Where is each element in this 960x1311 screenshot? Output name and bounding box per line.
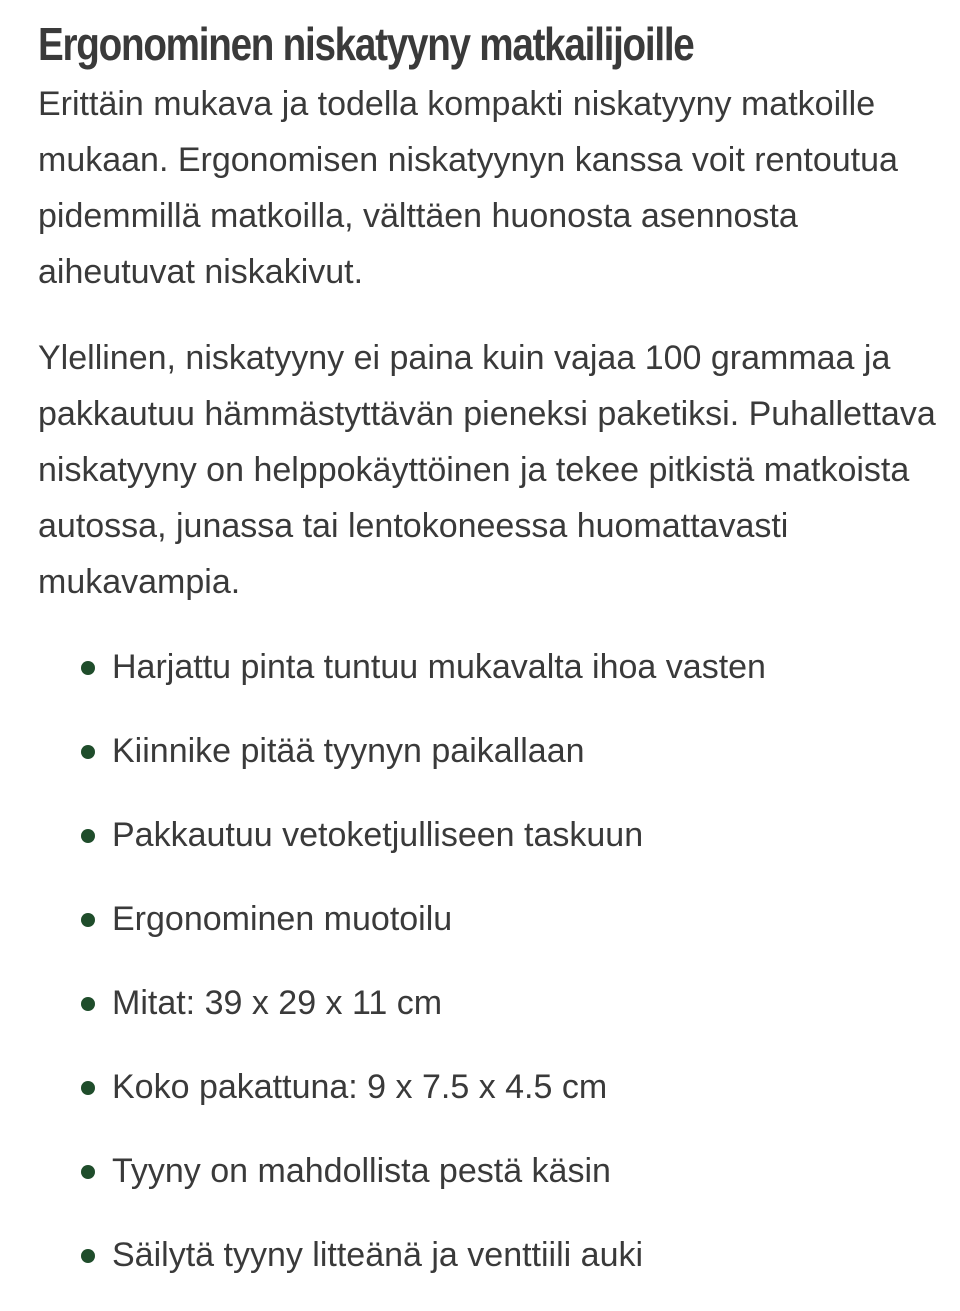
feature-text: Mitat: 39 x 29 x 11 cm	[112, 984, 443, 1022]
list-item	[38, 723, 938, 807]
bullet-icon	[81, 997, 95, 1011]
bullet-icon	[81, 1081, 95, 1095]
list-item	[38, 1143, 938, 1227]
list-item	[38, 639, 938, 723]
list-item	[38, 975, 938, 1059]
feature-text: Koko pakattuna: 9 x 7.5 x 4.5 cm	[112, 1068, 608, 1106]
bullet-icon	[81, 913, 95, 927]
list-item	[38, 1227, 938, 1311]
bullet-icon	[81, 745, 95, 759]
product-title: Ergonominen niskatyyny matkailijoille	[38, 18, 694, 70]
list-item	[38, 891, 938, 975]
feature-text: Pakkautuu vetoketjulliseen taskuun	[112, 816, 644, 854]
feature-text: Harjattu pinta tuntuu mukavalta ihoa vasten	[112, 648, 766, 686]
feature-text: Säilytä tyyny litteänä ja venttiili auki	[112, 1236, 644, 1274]
feature-text: Kiinnike pitää tyynyn paikallaan	[112, 732, 585, 770]
bullet-icon	[81, 1165, 95, 1179]
list-item	[38, 1059, 938, 1143]
feature-list	[38, 639, 938, 1311]
bullet-icon	[81, 829, 95, 843]
product-description	[38, 14, 938, 1311]
feature-text: Ergonominen muotoilu	[112, 900, 453, 938]
description-paragraph: Erittäin mukava ja todella kompakti niskatyyny matkoille mukaan. Ergonomisen niskatyynyn kanssa voit rentoutua pidemmillä matkoilla, välttäen huonosta asennosta aiheutuvat niskakivut.	[38, 85, 898, 291]
feature-text: Tyyny on mahdollista pestä käsin	[112, 1152, 611, 1190]
bullet-icon	[81, 661, 95, 675]
list-item	[38, 807, 938, 891]
description-paragraph: Ylellinen, niskatyyny ei paina kuin vajaa 100 grammaa ja pakkautuu hämmästyttävän pieneksi paketiksi. Puhallettava niskatyyny on helppokäyttöinen ja tekee pitkistä matkoista autossa, junassa tai lentokoneessa huomattavasti mukavampia.	[38, 339, 936, 601]
bullet-icon	[81, 1249, 95, 1263]
